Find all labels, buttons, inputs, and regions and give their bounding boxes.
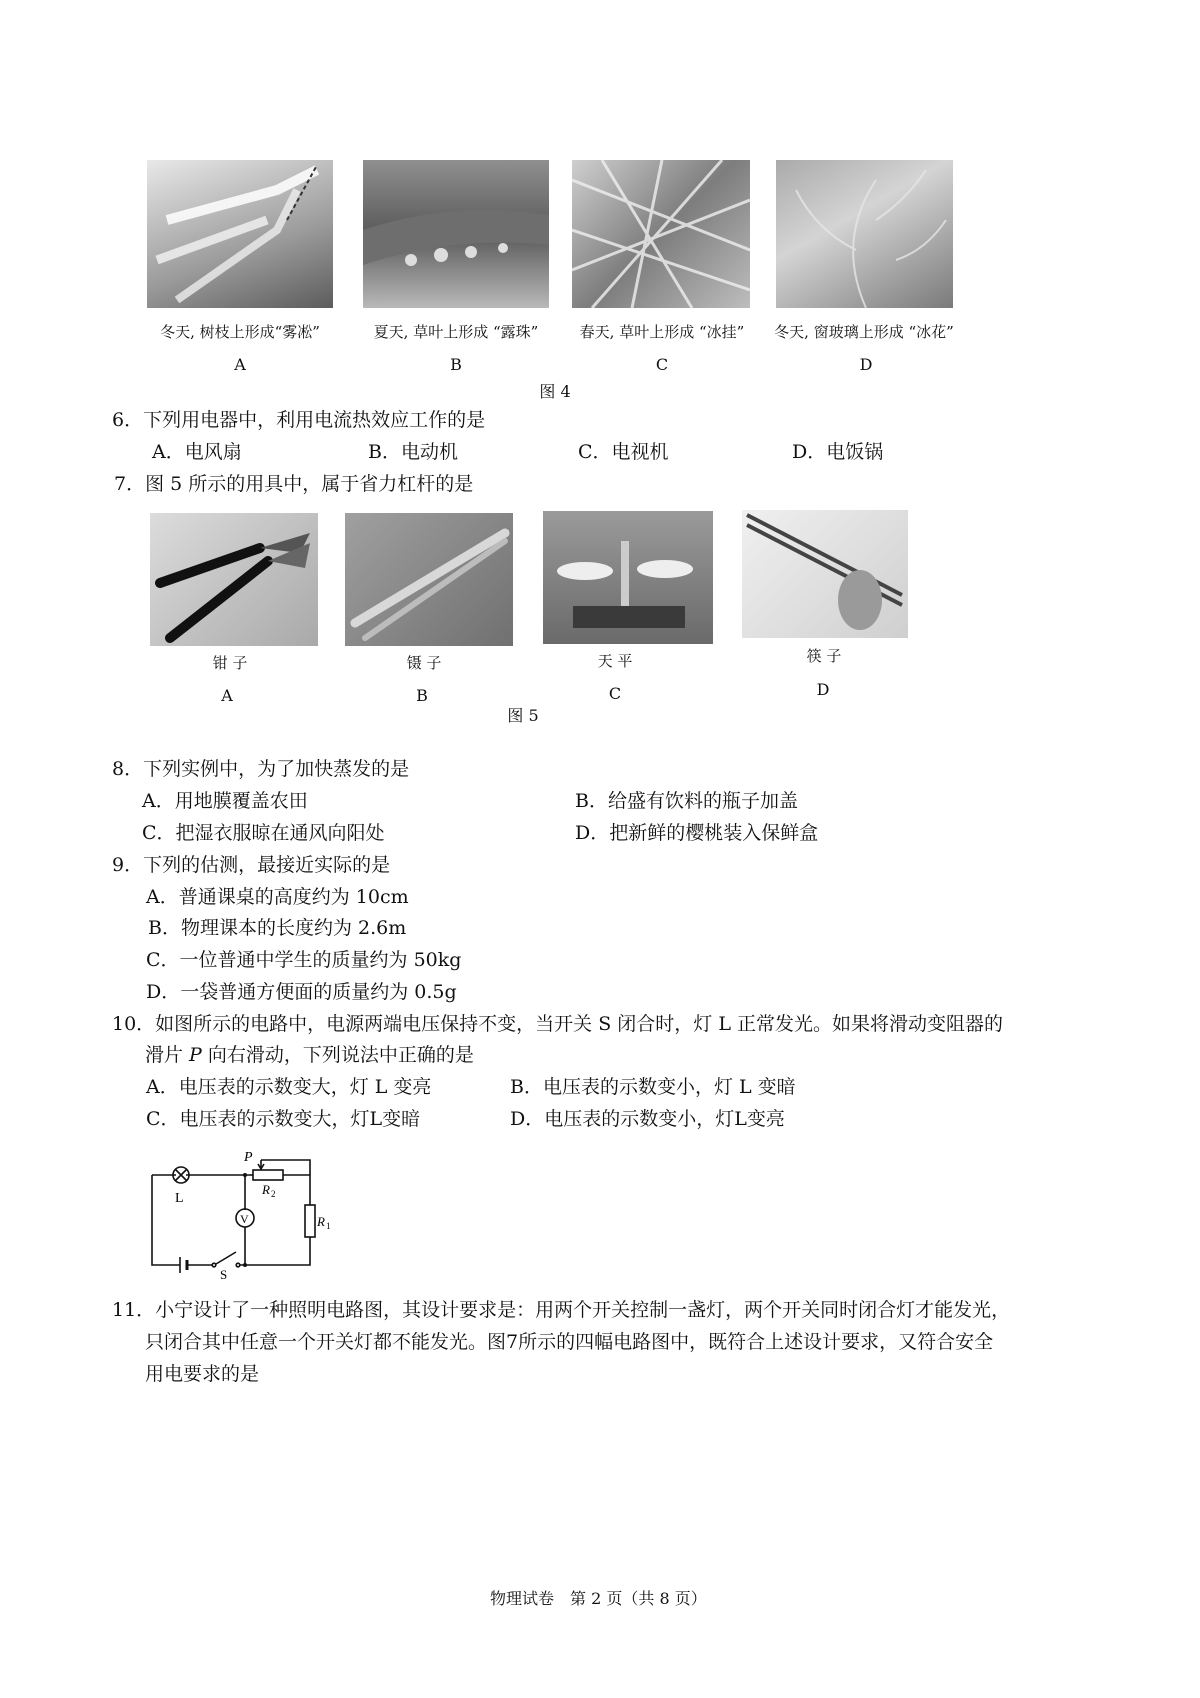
q10-option-b: B．电压表的示数变小，灯 L 变暗 [510,1076,796,1098]
q10-stem-line2-pre: 滑片 [145,1044,190,1066]
r2-label: R [262,1182,270,1197]
q7-stem: 7．图 5 所示的用具中，属于省力杠杆的是 [114,473,474,495]
circuit-diagram [140,1150,340,1280]
q9-option-b: B．物理课本的长度约为 2.6m [148,917,407,939]
tweezers-image [345,513,513,646]
ice-flower-image [776,160,953,308]
fig5-caption-d: 筷 子 [806,647,842,665]
fig4-label-b: B [450,355,462,374]
slider-label: P [244,1150,253,1165]
fig4-title: 图 4 [539,382,571,401]
fig4-caption-b: 夏天, 草叶上形成 “露珠” [373,323,539,341]
frost-branch-image [147,160,333,308]
q6-option-b: B．电动机 [368,441,458,463]
ice-grass-image [572,160,750,308]
rheostat-r2-icon [253,1170,283,1180]
fig5-label-c: C [608,684,622,703]
fig5-photo-b [345,513,513,646]
fig5-photo-c [543,511,713,644]
balance-scale-image [543,511,713,644]
page-footer: 物理试卷 第 2 页（共 8 页） [490,1589,707,1608]
fig5-label-b: B [416,686,428,705]
q10-stem-line2-post: 向右滑动，下列说法中正确的是 [201,1044,474,1066]
q6-option-d: D．电饭锅 [792,441,884,463]
r2-subscript: 2 [271,1189,276,1199]
fig5-caption-a: 钳 子 [212,654,248,672]
q11-line1: 11．小宁设计了一种照明电路图，其设计要求是：用两个开关控制一盏灯，两个开关同时闭合灯才能发光， [112,1299,1011,1321]
q9-option-c: C．一位普通中学生的质量约为 50kg [146,949,462,971]
q6-stem: 6．下列用电器中，利用电流热效应工作的是 [112,409,486,431]
q10-option-c: C．电压表的示数变大，灯L变暗 [146,1108,421,1130]
fig5-caption-c: 天 平 [597,652,633,670]
fig4-caption-c: 春天, 草叶上形成 “冰挂” [579,323,745,341]
r1-subscript: 1 [326,1221,331,1231]
fig5-photo-a [150,513,318,646]
q8-option-d: D．把新鲜的樱桃装入保鲜盒 [575,822,819,844]
fig4-label-a: A [234,355,246,374]
fig4-photo-b [363,160,549,308]
voltmeter-label: V [240,1212,249,1226]
q11-line3: 用电要求的是 [145,1363,260,1385]
q9-option-a: A．普通课桌的高度约为 10cm [146,886,409,908]
q10-slider-p: P [189,1044,202,1066]
q10-option-d: D．电压表的示数变小，灯L变亮 [510,1108,785,1130]
chopsticks-image [742,510,908,638]
q10-option-a: A．电压表的示数变大，灯 L 变亮 [146,1076,432,1098]
q6-option-c: C．电视机 [578,441,669,463]
fig5-title: 图 5 [507,706,539,725]
fig4-photo-a [147,160,333,308]
q8-option-c: C．把湿衣服晾在通风向阳处 [142,822,385,844]
q8-stem: 8．下列实例中，为了加快蒸发的是 [112,758,410,780]
fig4-label-c: C [655,355,669,374]
switch-label: S [220,1267,228,1280]
q11-line2: 只闭合其中任意一个开关灯都不能发光。图7所示的四幅电路图中，既符合上述设计要求，又符合安全 [145,1331,994,1353]
resistor-r1-icon [305,1205,315,1237]
fig5-label-d: D [816,680,830,699]
q6-option-a: A．电风扇 [152,441,242,463]
q8-option-a: A．用地膜覆盖农田 [142,790,308,812]
fig4-caption-d: 冬天, 窗玻璃上形成 “冰花” [774,323,954,341]
switch-icon [212,1263,216,1267]
fig4-photo-c [572,160,750,308]
q9-option-d: D．一袋普通方便面的质量约为 0.5g [146,981,457,1003]
q9-stem: 9．下列的估测，最接近实际的是 [112,854,391,876]
q10-stem-line1: 10．如图所示的电路中，电源两端电压保持不变，当开关 S 闭合时，灯 L 正常发光。如果将滑动变阻器的 [112,1013,1003,1035]
fig4-label-d: D [859,355,873,374]
fig5-photo-d [742,510,908,638]
dew-leaf-image [363,160,549,308]
fig4-caption-a: 冬天, 树枝上形成“雾凇” [160,323,320,341]
fig5-caption-b: 镊 子 [406,654,442,672]
r1-label: R [317,1214,325,1229]
fig5-label-a: A [221,686,233,705]
q8-option-b: B．给盛有饮料的瓶子加盖 [575,790,798,812]
fig4-photo-d [776,160,953,308]
pliers-image [150,513,318,646]
q10-stem-line2 [145,1043,474,1067]
lamp-label: L [175,1191,184,1206]
